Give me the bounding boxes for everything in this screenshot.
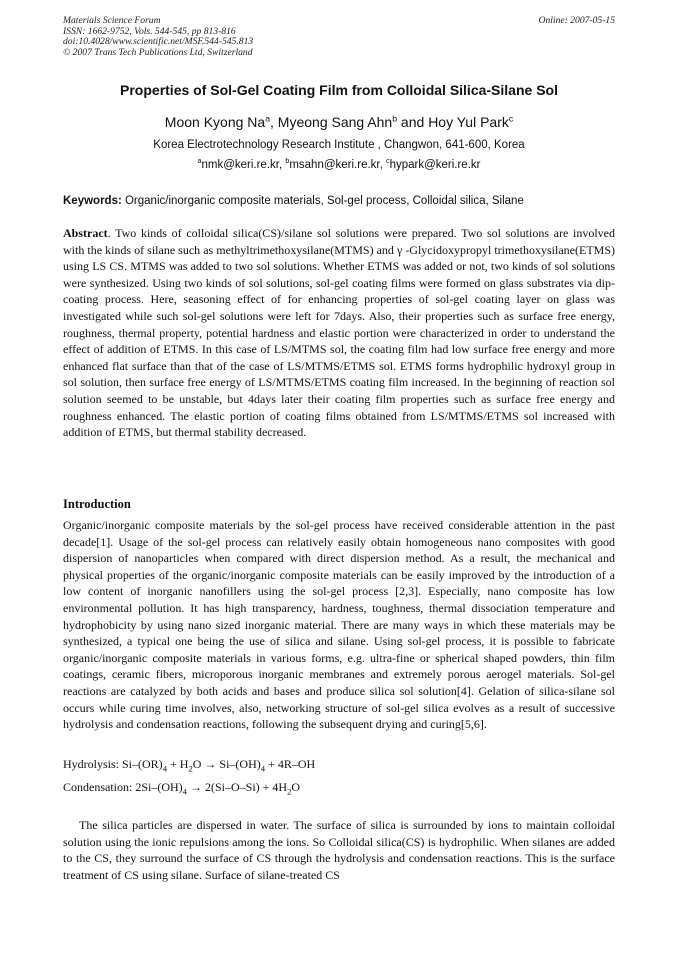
eq-part: O → Si–(OH) bbox=[192, 757, 261, 771]
keywords bbox=[63, 195, 615, 207]
eq-part: + 4R–OH bbox=[265, 757, 316, 771]
eq-part: → 2(Si–O–Si) + 4H bbox=[186, 780, 288, 794]
eq-subscript: 4 bbox=[182, 786, 187, 797]
eq-subscript: 2 bbox=[188, 763, 193, 774]
affiliation: Korea Electrotechnology Research Institute , Changwon, 641-600, Korea bbox=[153, 139, 525, 151]
abstract bbox=[63, 225, 615, 441]
author-name: Moon Kyong Na bbox=[164, 114, 266, 130]
eq-part: Condensation: 2Si–(OH) bbox=[63, 780, 183, 794]
introduction-paragraph: Organic/inorganic composite materials by the sol-gel process have received considerable attention in the past decade[1]. Usage of the sol-gel process can relatively easily obtain homogeneous nano composites with good dispersion of nanoparticles when compared with direct dispersion method. As a result, the mechanical and physical properties of the organic/inorganic composite materials can be easily improved by the introduction of a low content of inorganic nanofillers using the sol-gel process [2,3]. Especially, nano composite has low environmental pollution. It has high transparency, hardness, toughness, thermal dissociation temperature and hydrophobicity by using nano sized inorganic material. There are many ways in which these materials may be synthesized, a typical one being the use of silica and silane. Using sol-gel process, it is possible to fabricate organic/inorganic composite materials in various forms, e.g. ultra-fine or spherical shaped powders, thin film coatings, ceramic fibers, microporous inorganic membranes and extremely porous aerogel materials. Sol-gel reactions are catalyzed by both acids and bases and produce silica sol solution[4]. Gelation of silica-silane sol occurs while curing time involves, also, networking structure of sol-gel silica evolves as a result of successive hydrolysis and condensation reactions, following the subsequent drying and curing[5,6]. bbox=[63, 518, 615, 732]
email-superscript: b bbox=[285, 157, 290, 166]
condensation-equation bbox=[63, 780, 300, 795]
email-link[interactable]: msahn@keri.re.kr, bbox=[289, 159, 386, 171]
copyright-line: © 2007 Trans Tech Publications Ltd, Switzerland bbox=[63, 46, 253, 58]
section-heading-introduction: Introduction bbox=[63, 497, 131, 511]
body-paragraph: The silica particles are dispersed in water. The surface of silica is surrounded by ions to maintain colloidal solution using the ionic repulsions among the ions. So Colloidal silica(CS) is hydrophilic. When silanes are added to the CS, they surround the surface of CS through the hydrolysis and condensation reactions. This is the surface treatment of CS using silane. Surface of silane-treated CS bbox=[63, 818, 615, 882]
keywords-label: Keywords: bbox=[63, 195, 122, 207]
abstract-label: Abstract bbox=[63, 226, 108, 240]
online-date: Online: 2007-05-15 bbox=[538, 15, 615, 26]
author-separator: , bbox=[270, 114, 278, 130]
abstract-text: . Two kinds of colloidal silica(CS)/silane sol solutions were prepared. Two sol solutions are involved with the kinds of silane such as methyltrimethoxysilane(MTMS) and γ -Glycidoxypropyl trimethoxysilane(ETMS) using LS CS. MTMS was added to two sol solutions. Whether ETMS was added or not, two kinds of sol solutions were synthesized. Using two kinds of sol solutions, sol-gel coating films were formed on glass substrates via dip-coating process. Here, seasoning effect of for enhancing properties of sol-gel coating layer on glass was investigated while such sol-gel solutions were left for 7days. Also, their properties such as surface free energy, roughness, thermal property, potential hardness and elastic portion were characterized in order to understand the effect of addition of ETMS. In this case of LS/MTMS sol, the coating film had low surface free energy and more enhanced flat surface than that of the case of LS/MTMS/ETMS sol. ETMS forms hydrophilic hydroxyl group in sol solution, then surface free energy of LS/MTMS/ETMS coating film increased. In the beginning of reaction sol solution seemed to be unstable, but 4days later their coating film properties such as surface free energy and roughness enhanced. The elastic portion of coating films obtained from LS/MTMS/ETMS sol increased with addition of ETMS, but thermal stability decreased. bbox=[63, 226, 615, 440]
author-separator: and bbox=[397, 114, 429, 130]
hydrolysis-equation bbox=[63, 757, 315, 772]
journal-header bbox=[63, 16, 615, 58]
author-superscript: c bbox=[508, 113, 514, 124]
eq-part: Hydrolysis: Si–(OR) bbox=[63, 757, 163, 771]
eq-subscript: 4 bbox=[162, 763, 167, 774]
email-superscript: a bbox=[197, 157, 202, 166]
author-superscript: b bbox=[392, 113, 398, 124]
author-name: Hoy Yul Park bbox=[428, 114, 509, 130]
eq-subscript: 2 bbox=[287, 786, 292, 797]
eq-subscript: 4 bbox=[260, 763, 266, 774]
paper-title: Properties of Sol-Gel Coating Film from Colloidal Silica-Silane Sol bbox=[120, 82, 558, 98]
doi-line: doi:10.4028/www.scientific.net/MSF.544-545.813 bbox=[63, 36, 254, 48]
author-list bbox=[30, 114, 648, 130]
eq-part: O bbox=[291, 780, 301, 794]
email-list bbox=[30, 159, 648, 171]
author-superscript: a bbox=[265, 113, 271, 124]
keywords-text: Organic/inorganic composite materials, Sol-gel process, Colloidal silica, Silane bbox=[121, 195, 524, 207]
issn-line: ISSN: 1662-9752, Vols. 544-545, pp 813-816 bbox=[63, 25, 236, 37]
journal-name: Materials Science Forum bbox=[63, 15, 161, 26]
email-link[interactable]: nmk@keri.re.kr, bbox=[201, 159, 286, 171]
email-superscript: c bbox=[386, 157, 390, 166]
eq-part: + H bbox=[167, 757, 189, 771]
author-name: Myeong Sang Ahn bbox=[277, 114, 393, 130]
email-link[interactable]: hypark@keri.re.kr bbox=[389, 159, 481, 171]
